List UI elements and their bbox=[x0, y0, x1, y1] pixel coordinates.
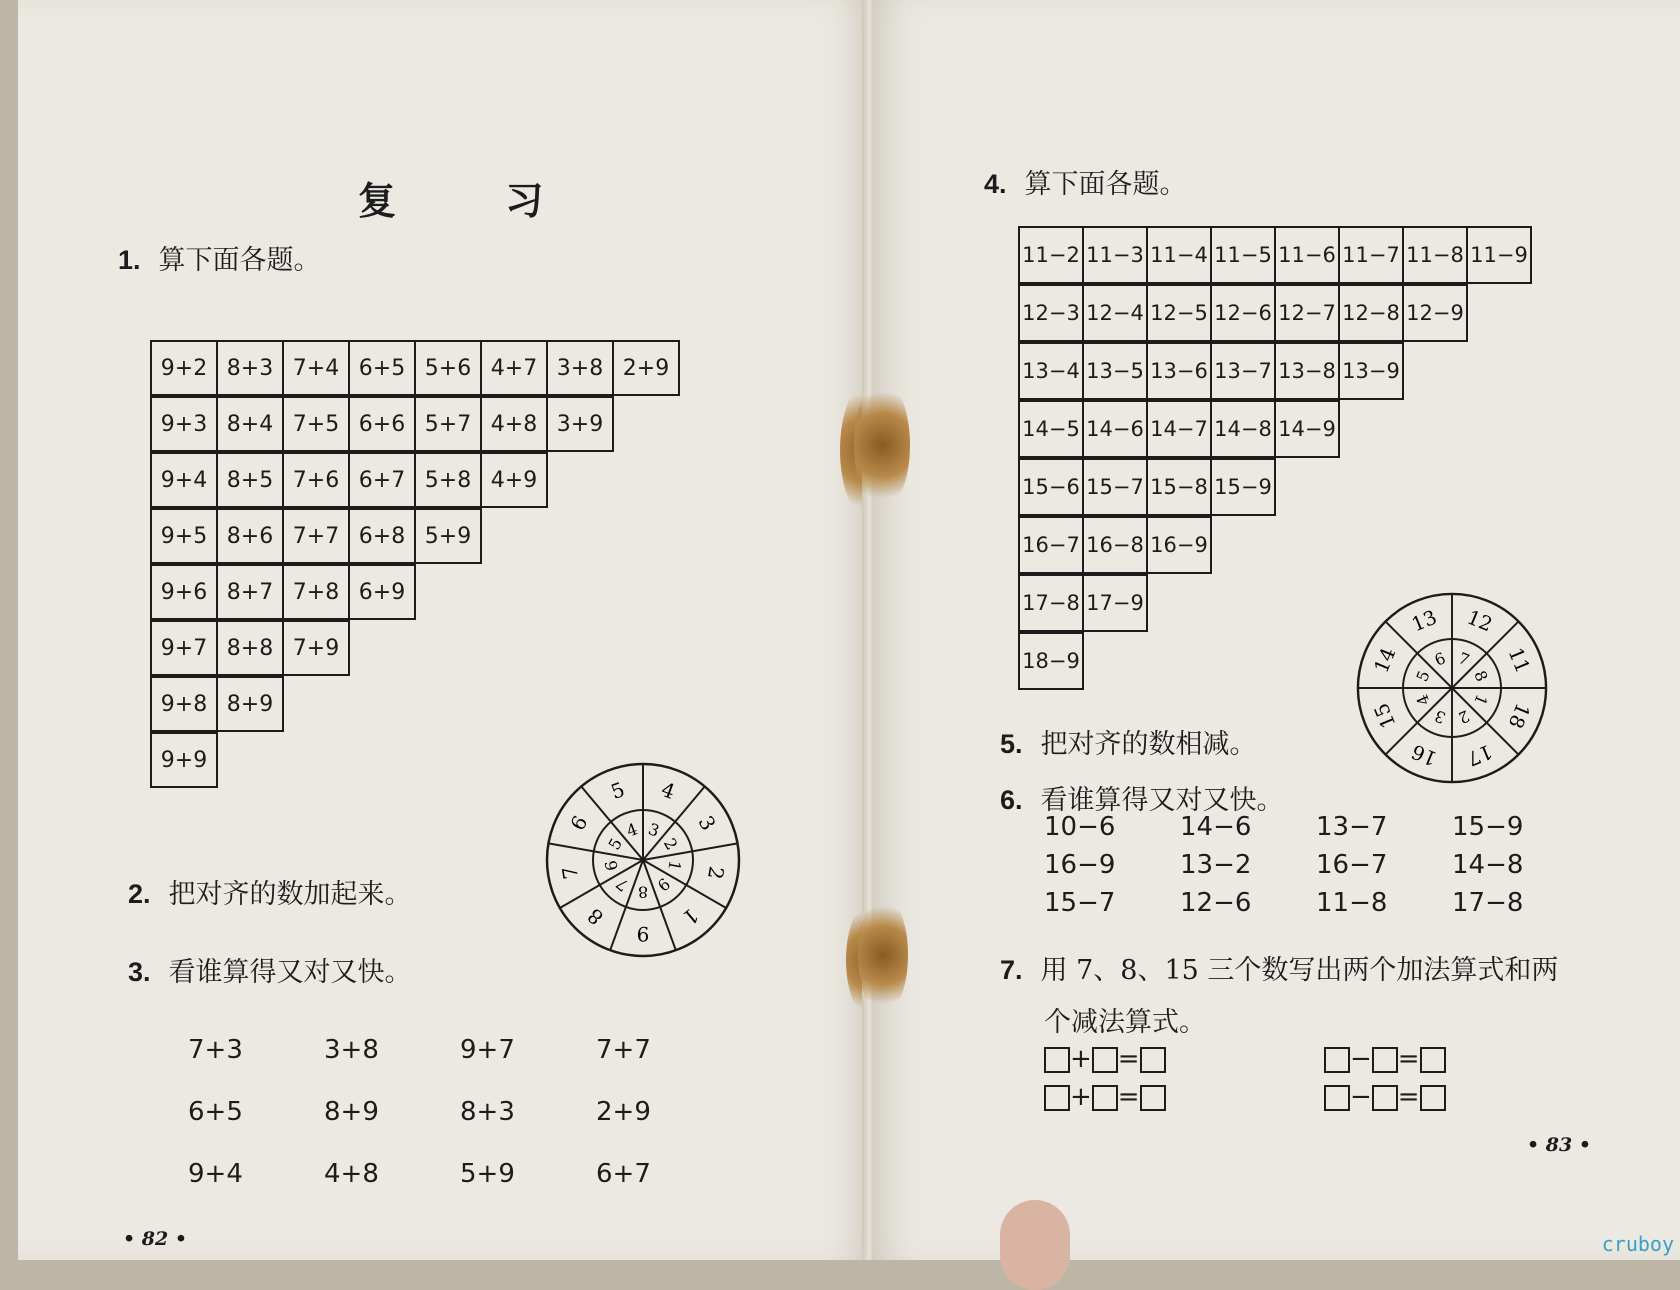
table-cell: 11−8 bbox=[1402, 226, 1468, 284]
wheel-outer-number: 12 bbox=[1463, 605, 1496, 637]
blank-box[interactable] bbox=[1044, 1085, 1070, 1111]
table-cell: 13−6 bbox=[1146, 342, 1212, 400]
table-cell: 12−9 bbox=[1402, 284, 1468, 342]
table-row bbox=[150, 620, 678, 676]
table-cell: 12−7 bbox=[1274, 284, 1340, 342]
wheel-outer-number: 16 bbox=[1408, 739, 1441, 771]
exercise-item: 10−6 bbox=[1044, 812, 1116, 842]
question-number: 3. bbox=[128, 957, 151, 987]
blank-box[interactable] bbox=[1092, 1047, 1118, 1073]
table-cell: 16−7 bbox=[1018, 516, 1084, 574]
table-cell: 12−8 bbox=[1338, 284, 1404, 342]
table-cell: 14−8 bbox=[1210, 400, 1276, 458]
addition-fill-in bbox=[1044, 1044, 1166, 1112]
table-row bbox=[150, 676, 678, 732]
question-text: 用 7、8、15 三个数写出两个加法算式和两 bbox=[1040, 955, 1559, 986]
exercise-item: 17−8 bbox=[1452, 888, 1524, 918]
wheel-outer-number: 7 bbox=[557, 864, 584, 882]
wheel-inner-number: 3 bbox=[645, 819, 662, 841]
wheel-inner-number: 6 bbox=[1431, 648, 1449, 670]
wheel-inner-number: 1 bbox=[664, 858, 685, 873]
exercise-item: 11−8 bbox=[1316, 888, 1388, 918]
question-number: 4. bbox=[984, 169, 1007, 199]
blank-box[interactable] bbox=[1420, 1085, 1446, 1111]
wheel-outer-number: 1 bbox=[677, 903, 704, 930]
table-cell: 13−4 bbox=[1018, 342, 1084, 400]
blank-box[interactable] bbox=[1092, 1085, 1118, 1111]
plus-sign: + bbox=[1070, 1082, 1092, 1112]
equals-sign: = bbox=[1117, 1082, 1140, 1112]
wheel-outer-number: 18 bbox=[1503, 699, 1535, 732]
table-cell: 9+3 bbox=[150, 396, 218, 452]
table-row bbox=[150, 508, 678, 564]
blank-box[interactable] bbox=[1372, 1047, 1398, 1073]
stain bbox=[854, 380, 910, 510]
table-cell: 14−9 bbox=[1274, 400, 1340, 458]
table-cell: 9+4 bbox=[150, 452, 218, 508]
exercise-item: 6+7 bbox=[596, 1159, 651, 1189]
subtraction-number-wheel bbox=[1354, 590, 1550, 786]
subtraction-fill-in bbox=[1324, 1044, 1446, 1112]
table-cell: 13−8 bbox=[1274, 342, 1340, 400]
table-cell: 18−9 bbox=[1018, 632, 1084, 690]
wheel-outer-number: 2 bbox=[702, 864, 729, 882]
table-cell: 11−2 bbox=[1018, 226, 1084, 284]
table-cell: 16−8 bbox=[1082, 516, 1148, 574]
table-cell: 7+4 bbox=[282, 340, 350, 396]
table-cell: 13−7 bbox=[1210, 342, 1276, 400]
exercise-row bbox=[1044, 850, 1588, 880]
minus-sign: − bbox=[1350, 1044, 1372, 1074]
table-cell: 4+9 bbox=[480, 452, 548, 508]
table-cell: 12−3 bbox=[1018, 284, 1084, 342]
watermark: cruboy bbox=[1601, 1232, 1674, 1256]
exercise-item: 7+3 bbox=[188, 1035, 243, 1065]
table-cell: 17−9 bbox=[1082, 574, 1148, 632]
table-cell: 15−6 bbox=[1018, 458, 1084, 516]
exercise-item: 12−6 bbox=[1180, 888, 1252, 918]
table-cell: 6+5 bbox=[348, 340, 416, 396]
table-cell: 12−6 bbox=[1210, 284, 1276, 342]
blank-box[interactable] bbox=[1044, 1047, 1070, 1073]
addition-exercises bbox=[188, 1035, 732, 1221]
wheel-outer-number: 11 bbox=[1503, 644, 1535, 677]
wheel-outer-number: 15 bbox=[1369, 699, 1401, 732]
exercise-item: 5+9 bbox=[460, 1159, 515, 1189]
question-number: 1. bbox=[118, 245, 141, 275]
question-text: 把对齐的数相减。 bbox=[1040, 729, 1257, 760]
exercise-item: 16−7 bbox=[1316, 850, 1388, 880]
wheel-inner-number: 2 bbox=[659, 834, 682, 854]
wheel-inner-number: 2 bbox=[1455, 706, 1473, 728]
table-cell: 5+7 bbox=[414, 396, 482, 452]
exercise-item: 8+3 bbox=[460, 1097, 515, 1127]
wheel-inner-number: 8 bbox=[1470, 667, 1492, 685]
table-cell: 8+9 bbox=[216, 676, 284, 732]
table-cell: 5+8 bbox=[414, 452, 482, 508]
table-cell: 6+7 bbox=[348, 452, 416, 508]
question-text: 算下面各题。 bbox=[158, 245, 321, 276]
table-row bbox=[150, 452, 678, 508]
wheel-outer-number: 6 bbox=[565, 811, 593, 835]
table-cell: 7+7 bbox=[282, 508, 350, 564]
wheel-outer-number: 17 bbox=[1463, 739, 1496, 771]
table-cell: 3+9 bbox=[546, 396, 614, 452]
table-cell: 9+9 bbox=[150, 732, 218, 788]
question-text: 看谁算得又对又快。 bbox=[168, 957, 412, 988]
blank-box[interactable] bbox=[1324, 1085, 1350, 1111]
table-cell: 12−5 bbox=[1146, 284, 1212, 342]
wheel-outer-number: 8 bbox=[582, 903, 609, 930]
table-cell: 3+8 bbox=[546, 340, 614, 396]
exercise-item: 9+7 bbox=[460, 1035, 515, 1065]
exercise-item: 15−9 bbox=[1452, 812, 1524, 842]
exercise-item: 13−7 bbox=[1316, 812, 1388, 842]
exercise-item: 6+5 bbox=[188, 1097, 243, 1127]
table-cell: 15−7 bbox=[1082, 458, 1148, 516]
wheel-outer-number: 5 bbox=[607, 777, 628, 804]
exercise-row bbox=[188, 1035, 732, 1065]
plus-sign: + bbox=[1070, 1044, 1092, 1074]
left-page bbox=[18, 0, 870, 1260]
page-number: • 83 • bbox=[1527, 1134, 1591, 1156]
table-cell: 7+9 bbox=[282, 620, 350, 676]
exercise-item: 2+9 bbox=[596, 1097, 651, 1127]
table-cell: 11−5 bbox=[1210, 226, 1276, 284]
exercise-item: 4+8 bbox=[324, 1159, 379, 1189]
table-row bbox=[1018, 400, 1530, 458]
minus-sign: − bbox=[1350, 1082, 1372, 1112]
table-cell: 15−8 bbox=[1146, 458, 1212, 516]
wheel-outer-number: 14 bbox=[1369, 644, 1401, 677]
thumb bbox=[1000, 1200, 1070, 1290]
question-2 bbox=[128, 872, 412, 911]
exercise-row bbox=[188, 1097, 732, 1127]
table-cell: 9+6 bbox=[150, 564, 218, 620]
table-cell: 7+5 bbox=[282, 396, 350, 452]
table-row bbox=[1018, 458, 1530, 516]
table-cell: 13−9 bbox=[1338, 342, 1404, 400]
question-3 bbox=[128, 950, 412, 989]
equals-sign: = bbox=[1117, 1044, 1140, 1074]
blank-box[interactable] bbox=[1372, 1085, 1398, 1111]
table-cell: 9+5 bbox=[150, 508, 218, 564]
question-7-continued: 个减法算式。 bbox=[1044, 1007, 1206, 1038]
table-row bbox=[150, 340, 678, 396]
wheel-inner-number: 5 bbox=[604, 834, 627, 854]
table-cell: 13−5 bbox=[1082, 342, 1148, 400]
equals-sign: = bbox=[1397, 1044, 1420, 1074]
exercise-item: 9+4 bbox=[188, 1159, 243, 1189]
wheel-inner-number: 3 bbox=[1431, 706, 1449, 728]
table-cell: 5+6 bbox=[414, 340, 482, 396]
exercise-item: 3+8 bbox=[324, 1035, 379, 1065]
blank-box[interactable] bbox=[1420, 1047, 1446, 1073]
table-cell: 7+8 bbox=[282, 564, 350, 620]
blank-box[interactable] bbox=[1140, 1085, 1166, 1111]
wheel-outer-number: 4 bbox=[658, 777, 679, 804]
exercise-item: 7+7 bbox=[596, 1035, 651, 1065]
table-cell: 15−9 bbox=[1210, 458, 1276, 516]
wheel-inner-number: 9 bbox=[653, 873, 674, 896]
table-cell: 11−6 bbox=[1274, 226, 1340, 284]
wheel-inner-number: 4 bbox=[1412, 691, 1434, 709]
table-cell: 6+8 bbox=[348, 508, 416, 564]
addition-staircase-table bbox=[150, 340, 678, 788]
table-cell: 8+4 bbox=[216, 396, 284, 452]
subtraction-exercises bbox=[1044, 812, 1588, 926]
table-cell: 8+7 bbox=[216, 564, 284, 620]
wheel-inner-number: 5 bbox=[1412, 667, 1434, 685]
wheel-outer-number: 9 bbox=[636, 922, 650, 946]
exercise-item: 8+9 bbox=[324, 1097, 379, 1127]
table-cell: 11−7 bbox=[1338, 226, 1404, 284]
table-cell: 8+8 bbox=[216, 620, 284, 676]
question-7 bbox=[1000, 948, 1558, 987]
question-text: 看谁算得又对又快。 bbox=[1040, 785, 1284, 816]
table-cell: 14−6 bbox=[1082, 400, 1148, 458]
exercise-item: 13−2 bbox=[1180, 850, 1252, 880]
wheel-inner-number: 6 bbox=[601, 858, 622, 873]
exercise-item: 15−7 bbox=[1044, 888, 1116, 918]
table-row bbox=[150, 564, 678, 620]
table-cell: 7+6 bbox=[282, 452, 350, 508]
exercise-item: 14−6 bbox=[1180, 812, 1252, 842]
wheel-outer-number: 13 bbox=[1408, 605, 1441, 637]
wheel-inner-number: 1 bbox=[1470, 691, 1492, 709]
table-cell: 11−9 bbox=[1466, 226, 1532, 284]
question-number: 7. bbox=[1000, 955, 1023, 985]
table-cell: 6+9 bbox=[348, 564, 416, 620]
exercise-row bbox=[188, 1159, 732, 1189]
addition-number-wheel bbox=[543, 760, 743, 960]
table-cell: 9+8 bbox=[150, 676, 218, 732]
wheel-inner-number: 8 bbox=[637, 882, 649, 902]
page-title: 复 习 bbox=[358, 178, 592, 223]
question-number: 5. bbox=[1000, 729, 1023, 759]
exercise-row bbox=[1044, 812, 1588, 842]
table-cell: 8+3 bbox=[216, 340, 284, 396]
table-cell: 4+8 bbox=[480, 396, 548, 452]
table-cell: 12−4 bbox=[1082, 284, 1148, 342]
question-4 bbox=[984, 162, 1187, 201]
question-text: 算下面各题。 bbox=[1024, 169, 1187, 200]
table-cell: 8+5 bbox=[216, 452, 284, 508]
wheel-inner-number: 7 bbox=[612, 873, 633, 896]
table-cell: 14−5 bbox=[1018, 400, 1084, 458]
question-number: 2. bbox=[128, 879, 151, 909]
right-page bbox=[872, 0, 1680, 1260]
wheel-inner-number: 7 bbox=[1455, 648, 1473, 670]
question-1 bbox=[118, 238, 321, 277]
table-cell: 5+9 bbox=[414, 508, 482, 564]
exercise-row bbox=[1044, 888, 1588, 918]
stain bbox=[858, 895, 908, 1015]
table-row bbox=[1018, 342, 1530, 400]
table-cell: 11−3 bbox=[1082, 226, 1148, 284]
wheel-inner-number: 4 bbox=[624, 819, 641, 841]
exercise-item: 16−9 bbox=[1044, 850, 1116, 880]
table-row bbox=[150, 396, 678, 452]
table-cell: 17−8 bbox=[1018, 574, 1084, 632]
table-cell: 9+2 bbox=[150, 340, 218, 396]
table-cell: 4+7 bbox=[480, 340, 548, 396]
wheel-outer-number: 3 bbox=[693, 811, 721, 835]
question-text: 把对齐的数加起来。 bbox=[168, 879, 412, 910]
table-row bbox=[1018, 284, 1530, 342]
equals-sign: = bbox=[1397, 1082, 1420, 1112]
table-cell: 2+9 bbox=[612, 340, 680, 396]
table-cell: 8+6 bbox=[216, 508, 284, 564]
exercise-item: 14−8 bbox=[1452, 850, 1524, 880]
table-cell: 9+7 bbox=[150, 620, 218, 676]
blank-box[interactable] bbox=[1324, 1047, 1350, 1073]
page-number: • 82 • bbox=[123, 1228, 187, 1250]
table-cell: 11−4 bbox=[1146, 226, 1212, 284]
blank-box[interactable] bbox=[1140, 1047, 1166, 1073]
table-row bbox=[1018, 226, 1530, 284]
question-number: 6. bbox=[1000, 785, 1023, 815]
question-5 bbox=[1000, 722, 1257, 761]
table-cell: 6+6 bbox=[348, 396, 416, 452]
table-row bbox=[1018, 516, 1530, 574]
table-cell: 16−9 bbox=[1146, 516, 1212, 574]
table-cell: 14−7 bbox=[1146, 400, 1212, 458]
